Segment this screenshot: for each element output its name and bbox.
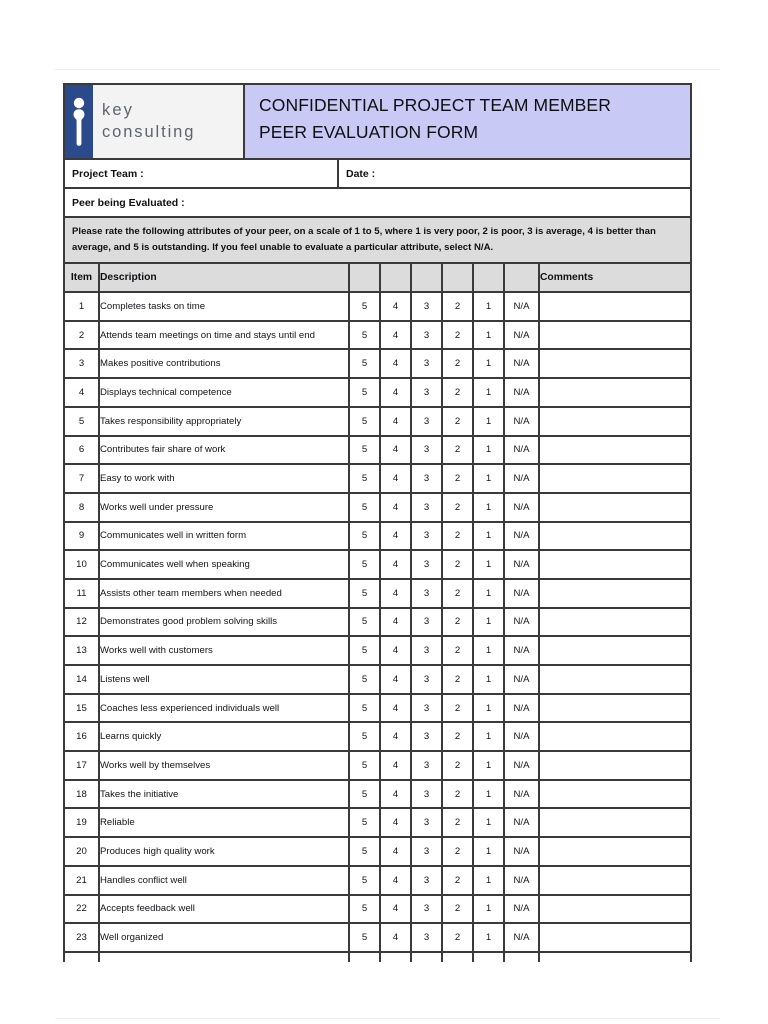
company-logo <box>65 85 245 158</box>
row-comment-field[interactable] <box>539 292 690 321</box>
rating-option-2[interactable]: 2 <box>442 349 473 378</box>
row-item-number: 16 <box>65 722 99 751</box>
rating-option-4[interactable]: 4 <box>380 694 411 723</box>
row-description: Attends team meetings on time and stays until end <box>99 321 349 350</box>
table-row <box>65 923 690 952</box>
rating-option-3[interactable]: 3 <box>411 436 442 465</box>
evaluation-table <box>65 264 690 962</box>
row-description: Demonstrates good problem solving skills <box>99 608 349 637</box>
row-item-number: 15 <box>65 694 99 723</box>
partial-cell <box>349 952 380 962</box>
rating-option-2[interactable]: 2 <box>442 579 473 608</box>
page-bottom-rule <box>55 1018 720 1019</box>
row-item-number: 1 <box>65 292 99 321</box>
rating-option-1[interactable]: 1 <box>473 751 504 780</box>
table-row <box>65 608 690 637</box>
row-description: Well organized <box>99 923 349 952</box>
row-description: Takes the initiative <box>99 780 349 809</box>
row-item-number: 6 <box>65 436 99 465</box>
row-comment-field[interactable] <box>539 665 690 694</box>
partial-cell <box>539 952 690 962</box>
rating-option-5[interactable]: 5 <box>349 349 380 378</box>
row-comment-field[interactable] <box>539 923 690 952</box>
row-description: Easy to work with <box>99 464 349 493</box>
row-description: Communicates well when speaking <box>99 550 349 579</box>
rating-option-4[interactable]: 4 <box>380 608 411 637</box>
rating-option-5[interactable]: 5 <box>349 837 380 866</box>
rating-option-2[interactable]: 2 <box>442 493 473 522</box>
rating-option-1[interactable]: 1 <box>473 292 504 321</box>
row-comment-field[interactable] <box>539 436 690 465</box>
rating-option-3[interactable]: 3 <box>411 493 442 522</box>
table-row <box>65 866 690 895</box>
rating-option-2[interactable]: 2 <box>442 866 473 895</box>
row-description: Works well with customers <box>99 636 349 665</box>
table-row <box>65 292 690 321</box>
rating-option-5[interactable]: 5 <box>349 866 380 895</box>
column-header-rating-5 <box>349 264 380 292</box>
rating-option-na[interactable]: N/A <box>504 292 539 321</box>
row-item-number: 11 <box>65 579 99 608</box>
row-item-number: 23 <box>65 923 99 952</box>
row-description: Handles conflict well <box>99 866 349 895</box>
rating-option-5[interactable]: 5 <box>349 808 380 837</box>
rating-option-4[interactable]: 4 <box>380 895 411 924</box>
rating-option-3[interactable]: 3 <box>411 579 442 608</box>
rating-option-na[interactable]: N/A <box>504 866 539 895</box>
row-comment-field[interactable] <box>539 837 690 866</box>
rating-option-na[interactable]: N/A <box>504 636 539 665</box>
peer-evaluation-form <box>63 83 692 962</box>
row-description: Works well under pressure <box>99 493 349 522</box>
row-item-number: 20 <box>65 837 99 866</box>
rating-option-1[interactable]: 1 <box>473 694 504 723</box>
form-title-line-1: CONFIDENTIAL PROJECT TEAM MEMBER <box>259 95 611 115</box>
row-item-number: 5 <box>65 407 99 436</box>
column-header-item: Item <box>65 264 99 292</box>
rating-option-5[interactable]: 5 <box>349 895 380 924</box>
row-description: Reliable <box>99 808 349 837</box>
row-comment-field[interactable] <box>539 464 690 493</box>
rating-option-1[interactable]: 1 <box>473 550 504 579</box>
form-title <box>245 85 690 158</box>
rating-option-4[interactable]: 4 <box>380 522 411 551</box>
form-title-band <box>65 85 690 160</box>
rating-option-na[interactable]: N/A <box>504 837 539 866</box>
table-row <box>65 321 690 350</box>
column-header-rating-4 <box>380 264 411 292</box>
row-description: Listens well <box>99 665 349 694</box>
partial-cell <box>99 952 349 962</box>
rating-option-1[interactable]: 1 <box>473 780 504 809</box>
table-row <box>65 722 690 751</box>
table-row <box>65 808 690 837</box>
rating-option-na[interactable]: N/A <box>504 436 539 465</box>
rating-option-2[interactable]: 2 <box>442 522 473 551</box>
rating-option-4[interactable]: 4 <box>380 464 411 493</box>
table-header-row <box>65 264 690 292</box>
rating-option-1[interactable]: 1 <box>473 665 504 694</box>
row-item-number: 22 <box>65 895 99 924</box>
rating-option-1[interactable]: 1 <box>473 321 504 350</box>
rating-option-5[interactable]: 5 <box>349 923 380 952</box>
row-item-number: 3 <box>65 349 99 378</box>
table-row <box>65 579 690 608</box>
rating-option-2[interactable]: 2 <box>442 780 473 809</box>
row-comment-field[interactable] <box>539 895 690 924</box>
rating-option-5[interactable]: 5 <box>349 665 380 694</box>
rating-option-2[interactable]: 2 <box>442 292 473 321</box>
logo-line-1: key <box>102 101 134 120</box>
rating-option-4[interactable]: 4 <box>380 579 411 608</box>
table-row <box>65 665 690 694</box>
rating-option-5[interactable]: 5 <box>349 780 380 809</box>
rating-option-1[interactable]: 1 <box>473 579 504 608</box>
row-comment-field[interactable] <box>539 722 690 751</box>
rating-option-3[interactable]: 3 <box>411 292 442 321</box>
rating-option-3[interactable]: 3 <box>411 636 442 665</box>
table-row <box>65 751 690 780</box>
row-item-number: 19 <box>65 808 99 837</box>
row-item-number: 8 <box>65 493 99 522</box>
rating-option-3[interactable]: 3 <box>411 378 442 407</box>
rating-option-4[interactable]: 4 <box>380 866 411 895</box>
rating-option-3[interactable]: 3 <box>411 522 442 551</box>
table-row <box>65 349 690 378</box>
rating-option-4[interactable]: 4 <box>380 780 411 809</box>
rating-option-na[interactable]: N/A <box>504 321 539 350</box>
table-row <box>65 694 690 723</box>
evaluation-table-head <box>65 264 690 292</box>
rating-option-1[interactable]: 1 <box>473 378 504 407</box>
logo-line-2: consulting <box>102 122 196 141</box>
row-item-number: 12 <box>65 608 99 637</box>
rating-option-4[interactable]: 4 <box>380 751 411 780</box>
table-row <box>65 636 690 665</box>
rating-option-3[interactable]: 3 <box>411 407 442 436</box>
row-comment-field[interactable] <box>539 407 690 436</box>
rating-option-na[interactable]: N/A <box>504 493 539 522</box>
column-header-rating-3 <box>411 264 442 292</box>
rating-option-na[interactable]: N/A <box>504 407 539 436</box>
rating-option-1[interactable]: 1 <box>473 837 504 866</box>
rating-option-1[interactable]: 1 <box>473 436 504 465</box>
rating-option-na[interactable]: N/A <box>504 579 539 608</box>
rating-option-5[interactable]: 5 <box>349 751 380 780</box>
rating-option-3[interactable]: 3 <box>411 694 442 723</box>
row-description: Assists other team members when needed <box>99 579 349 608</box>
rating-option-1[interactable]: 1 <box>473 522 504 551</box>
row-description: Produces high quality work <box>99 837 349 866</box>
table-row-partial-clipped <box>65 952 690 962</box>
partial-cell <box>473 952 504 962</box>
rating-option-5[interactable]: 5 <box>349 522 380 551</box>
column-header-rating-na <box>504 264 539 292</box>
rating-option-3[interactable]: 3 <box>411 895 442 924</box>
peer-being-evaluated-label: Peer being Evaluated : <box>72 196 185 209</box>
rating-option-na[interactable]: N/A <box>504 665 539 694</box>
rating-option-4[interactable]: 4 <box>380 808 411 837</box>
row-comment-field[interactable] <box>539 579 690 608</box>
rating-option-2[interactable]: 2 <box>442 550 473 579</box>
row-description: Learns quickly <box>99 722 349 751</box>
instructions-text: Please rate the following attributes of your peer, on a scale of 1 to 5, where 1 is very poor, 2 is poor, 3 is average, 4 is better than average, and 5 is outstanding. If you feel unable to evaluate a particular attribute, select N/A. <box>65 218 690 264</box>
rating-option-5[interactable]: 5 <box>349 464 380 493</box>
rating-option-3[interactable]: 3 <box>411 751 442 780</box>
rating-option-5[interactable]: 5 <box>349 579 380 608</box>
row-description: Coaches less experienced individuals well <box>99 694 349 723</box>
row-item-number: 14 <box>65 665 99 694</box>
rating-option-3[interactable]: 3 <box>411 349 442 378</box>
rating-option-na[interactable]: N/A <box>504 751 539 780</box>
rating-option-4[interactable]: 4 <box>380 493 411 522</box>
rating-option-5[interactable]: 5 <box>349 493 380 522</box>
row-description: Makes positive contributions <box>99 349 349 378</box>
rating-option-3[interactable]: 3 <box>411 464 442 493</box>
row-comment-field[interactable] <box>539 522 690 551</box>
rating-option-na[interactable]: N/A <box>504 349 539 378</box>
rating-option-2[interactable]: 2 <box>442 378 473 407</box>
rating-option-3[interactable]: 3 <box>411 923 442 952</box>
row-comment-field[interactable] <box>539 378 690 407</box>
row-comment-field[interactable] <box>539 780 690 809</box>
rating-option-5[interactable]: 5 <box>349 608 380 637</box>
rating-option-na[interactable]: N/A <box>504 522 539 551</box>
table-row <box>65 780 690 809</box>
row-description: Takes responsibility appropriately <box>99 407 349 436</box>
partial-cell <box>411 952 442 962</box>
rating-option-5[interactable]: 5 <box>349 436 380 465</box>
rating-option-3[interactable]: 3 <box>411 808 442 837</box>
rating-option-2[interactable]: 2 <box>442 464 473 493</box>
rating-option-na[interactable]: N/A <box>504 895 539 924</box>
rating-option-4[interactable]: 4 <box>380 378 411 407</box>
table-row <box>65 837 690 866</box>
rating-option-5[interactable]: 5 <box>349 694 380 723</box>
partial-cell <box>442 952 473 962</box>
rating-option-2[interactable]: 2 <box>442 694 473 723</box>
rating-option-na[interactable]: N/A <box>504 608 539 637</box>
rating-option-na[interactable]: N/A <box>504 780 539 809</box>
rating-option-1[interactable]: 1 <box>473 493 504 522</box>
rating-option-5[interactable]: 5 <box>349 378 380 407</box>
rating-option-2[interactable]: 2 <box>442 636 473 665</box>
row-comment-field[interactable] <box>539 808 690 837</box>
table-row <box>65 436 690 465</box>
rating-option-2[interactable]: 2 <box>442 608 473 637</box>
row-item-number: 10 <box>65 550 99 579</box>
table-row <box>65 550 690 579</box>
row-comment-field[interactable] <box>539 550 690 579</box>
row-comment-field[interactable] <box>539 636 690 665</box>
column-header-rating-2 <box>442 264 473 292</box>
row-comment-field[interactable] <box>539 349 690 378</box>
date-label: Date : <box>346 167 376 180</box>
project-team-label: Project Team : <box>72 167 144 180</box>
column-header-comments: Comments <box>539 264 690 292</box>
rating-option-na[interactable]: N/A <box>504 464 539 493</box>
rating-option-2[interactable]: 2 <box>442 722 473 751</box>
table-row <box>65 895 690 924</box>
rating-option-na[interactable]: N/A <box>504 550 539 579</box>
rating-option-1[interactable]: 1 <box>473 808 504 837</box>
rating-option-3[interactable]: 3 <box>411 722 442 751</box>
rating-option-4[interactable]: 4 <box>380 636 411 665</box>
meta-row-peer <box>65 189 690 218</box>
row-item-number: 13 <box>65 636 99 665</box>
rating-option-5[interactable]: 5 <box>349 292 380 321</box>
rating-option-2[interactable]: 2 <box>442 321 473 350</box>
rating-option-4[interactable]: 4 <box>380 722 411 751</box>
table-row <box>65 493 690 522</box>
row-description: Contributes fair share of work <box>99 436 349 465</box>
row-item-number: 21 <box>65 866 99 895</box>
rating-option-4[interactable]: 4 <box>380 436 411 465</box>
row-comment-field[interactable] <box>539 493 690 522</box>
rating-option-1[interactable]: 1 <box>473 895 504 924</box>
rating-option-4[interactable]: 4 <box>380 665 411 694</box>
company-logo-wordmark <box>93 100 195 142</box>
rating-option-4[interactable]: 4 <box>380 837 411 866</box>
rating-option-3[interactable]: 3 <box>411 866 442 895</box>
rating-option-2[interactable]: 2 <box>442 837 473 866</box>
rating-option-na[interactable]: N/A <box>504 378 539 407</box>
rating-option-4[interactable]: 4 <box>380 923 411 952</box>
row-description: Completes tasks on time <box>99 292 349 321</box>
rating-option-3[interactable]: 3 <box>411 550 442 579</box>
evaluation-table-body <box>65 292 690 962</box>
rating-option-5[interactable]: 5 <box>349 321 380 350</box>
rating-option-4[interactable]: 4 <box>380 292 411 321</box>
row-item-number: 2 <box>65 321 99 350</box>
row-item-number: 18 <box>65 780 99 809</box>
row-description: Works well by themselves <box>99 751 349 780</box>
row-comment-field[interactable] <box>539 694 690 723</box>
rating-option-na[interactable]: N/A <box>504 722 539 751</box>
rating-option-3[interactable]: 3 <box>411 665 442 694</box>
rating-option-5[interactable]: 5 <box>349 550 380 579</box>
rating-option-na[interactable]: N/A <box>504 923 539 952</box>
rating-option-3[interactable]: 3 <box>411 321 442 350</box>
form-title-line-2: PEER EVALUATION FORM <box>259 121 479 142</box>
row-item-number: 7 <box>65 464 99 493</box>
rating-option-3[interactable]: 3 <box>411 608 442 637</box>
rating-option-2[interactable]: 2 <box>442 665 473 694</box>
partial-cell <box>504 952 539 962</box>
rating-option-1[interactable]: 1 <box>473 923 504 952</box>
peer-being-evaluated-field[interactable] <box>65 189 690 216</box>
meta-row-project-date <box>65 160 690 189</box>
rating-option-1[interactable]: 1 <box>473 722 504 751</box>
table-row <box>65 378 690 407</box>
rating-option-1[interactable]: 1 <box>473 407 504 436</box>
row-item-number: 4 <box>65 378 99 407</box>
rating-option-5[interactable]: 5 <box>349 722 380 751</box>
key-person-glyph-icon <box>65 85 93 158</box>
row-item-number: 9 <box>65 522 99 551</box>
rating-option-na[interactable]: N/A <box>504 694 539 723</box>
row-comment-field[interactable] <box>539 751 690 780</box>
table-row <box>65 522 690 551</box>
row-comment-field[interactable] <box>539 866 690 895</box>
row-item-number: 17 <box>65 751 99 780</box>
rating-option-1[interactable]: 1 <box>473 608 504 637</box>
rating-option-3[interactable]: 3 <box>411 837 442 866</box>
partial-cell <box>65 952 99 962</box>
table-row <box>65 464 690 493</box>
rating-option-1[interactable]: 1 <box>473 464 504 493</box>
rating-option-2[interactable]: 2 <box>442 436 473 465</box>
date-field[interactable] <box>339 160 690 187</box>
row-comment-field[interactable] <box>539 608 690 637</box>
rating-option-1[interactable]: 1 <box>473 636 504 665</box>
rating-option-4[interactable]: 4 <box>380 550 411 579</box>
rating-option-5[interactable]: 5 <box>349 407 380 436</box>
rating-option-4[interactable]: 4 <box>380 349 411 378</box>
rating-option-3[interactable]: 3 <box>411 780 442 809</box>
table-row <box>65 407 690 436</box>
rating-option-2[interactable]: 2 <box>442 751 473 780</box>
column-header-description: Description <box>99 264 349 292</box>
row-comment-field[interactable] <box>539 321 690 350</box>
rating-option-1[interactable]: 1 <box>473 866 504 895</box>
column-header-rating-1 <box>473 264 504 292</box>
rating-option-4[interactable]: 4 <box>380 407 411 436</box>
rating-option-2[interactable]: 2 <box>442 808 473 837</box>
page-top-rule <box>55 69 720 70</box>
rating-option-2[interactable]: 2 <box>442 407 473 436</box>
rating-option-na[interactable]: N/A <box>504 808 539 837</box>
rating-option-5[interactable]: 5 <box>349 636 380 665</box>
project-team-field[interactable] <box>65 160 339 187</box>
partial-cell <box>380 952 411 962</box>
rating-option-1[interactable]: 1 <box>473 349 504 378</box>
rating-option-2[interactable]: 2 <box>442 895 473 924</box>
row-description: Communicates well in written form <box>99 522 349 551</box>
row-description: Displays technical competence <box>99 378 349 407</box>
rating-option-4[interactable]: 4 <box>380 321 411 350</box>
rating-option-2[interactable]: 2 <box>442 923 473 952</box>
row-description: Accepts feedback well <box>99 895 349 924</box>
